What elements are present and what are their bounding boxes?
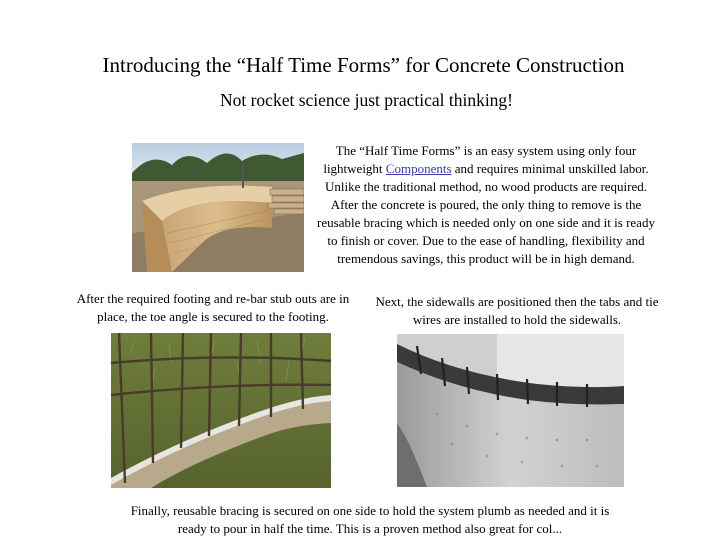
intro-paragraph-components (312, 142, 660, 178)
footing-caption: After the required footing and re-bar stub outs are in place, the toe angle is secured to the footing. (76, 291, 350, 324)
final-caption: Finally, reusable bracing is secured on one side to hold the system plumb as needed and it is ready to pour in half the time. This is a proven method also great for col... (130, 503, 610, 536)
sidewalls-photo (397, 334, 624, 487)
sidewalls-caption: Next, the sidewalls are positioned then the tabs and tie wires are installed to hold the sidewalls. (375, 294, 659, 327)
components-link[interactable]: Components (385, 161, 452, 176)
page-subtitle: Not rocket science just practical thinking! (219, 90, 514, 110)
rebar-footing-photo (111, 333, 331, 488)
page-title: Introducing the “Half Time Forms” for Concrete Construction (102, 53, 625, 77)
intro-line1-end: and requires minimal unskilled labor. (454, 161, 649, 176)
intro-paragraph-wood: Unlike the traditional method, no wood products are required. (324, 179, 648, 194)
finished-wall-photo (132, 143, 304, 272)
intro-text (312, 142, 660, 268)
intro-paragraph-bracing: After the concrete is poured, the only thing to remove is the reusable bracing which is needed only on one side and it is ready to finish or cover. Due to the ease of handling, flexibility and tremendous savings, this product will be in high demand. (317, 197, 655, 266)
intro-line1-start: The “Half Time Forms” is an easy system using only four lightweight (323, 143, 637, 176)
